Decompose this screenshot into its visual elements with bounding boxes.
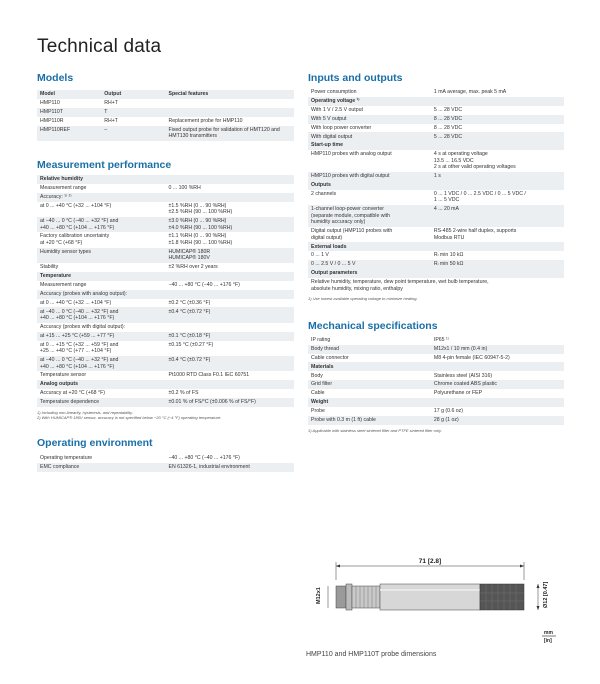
io-body	[308, 88, 564, 293]
spec-row	[308, 336, 564, 345]
spec-row	[308, 115, 564, 124]
spec-row	[37, 232, 294, 247]
spec-row	[308, 269, 564, 278]
probe-filter	[480, 584, 524, 610]
spec-label: HMP110 probes with analog output	[311, 151, 392, 158]
probe-body	[380, 584, 480, 610]
spec-value: 5 ... 28 VDC	[431, 132, 564, 141]
table-cell: HMP110REF	[37, 126, 101, 141]
footnote: 1) Applicable with stainless steel sintered filter and PTFE sintered filter only.	[308, 427, 442, 433]
spec-row	[37, 193, 294, 202]
spec-row	[37, 263, 294, 272]
spec-row	[37, 454, 294, 463]
left-column	[37, 72, 294, 472]
spec-label: Relative humidity, temperature, dew point temperature, wet bulb temperature, absolute humidity, mixing ratio, enthalpy	[311, 279, 489, 292]
spec-label: Probe with 0.3 m (1 ft) cable	[308, 416, 431, 425]
spec-value: Rₗ min 10 kΩ	[433, 252, 464, 259]
measurement-body	[37, 175, 294, 407]
table-cell: RH+T	[104, 100, 118, 107]
models-header-cell: Special features	[166, 90, 295, 99]
spec-label: Operating temperature	[40, 455, 93, 462]
spec-label: at 0 ... +15 °C (+32 ... +59 °F) and +25 ... +40 °C (+77 ... +104 °F)	[40, 341, 119, 355]
spec-row	[37, 371, 294, 380]
spec-value	[166, 193, 295, 202]
spec-value: ±1.5 %RH (0 ... 90 %RH) ±2.5 %RH (90 ... 100 %RH)	[168, 202, 233, 216]
spec-label: at −40 ... 0 °C (−40 ... +32 °F) and +40 ... +80 °C (+104 ... +176 °F)	[37, 307, 166, 322]
spec-label: 0 ... 1 V	[311, 252, 329, 259]
spec-value: 8 ... 28 VDC	[433, 124, 463, 131]
spec-label: With 5 V output	[308, 115, 431, 124]
spec-label: at +15 ... +25 °C (+59 ... +77 °F)	[37, 332, 166, 341]
spec-label: Temperature dependence	[37, 398, 166, 407]
spec-value: Stainless steel (AISI 316)	[433, 372, 493, 379]
spec-row	[308, 97, 564, 106]
spec-row	[37, 290, 294, 299]
spec-row	[308, 227, 564, 242]
spec-label: With 1 V / 2.5 V output	[311, 106, 363, 113]
spec-label: 2 channels	[311, 190, 337, 197]
spec-row	[308, 106, 564, 115]
spec-row	[308, 150, 564, 172]
spec-label: Measurement range	[40, 184, 87, 191]
spec-row	[37, 272, 294, 281]
spec-row	[37, 217, 294, 232]
dia-arrow-bottom	[537, 606, 540, 610]
spec-value: ±0.01 % of FS/°C (±0.006 % of FS/°F)	[166, 398, 295, 407]
table-cell: HMP110	[40, 100, 60, 107]
spec-label: Stability	[40, 264, 59, 271]
thread-section	[352, 586, 380, 608]
table-row	[37, 99, 294, 108]
spec-row	[308, 132, 564, 141]
spec-row	[37, 332, 294, 341]
length-label: 71 [2.8]	[418, 558, 442, 565]
spec-label: Accuracy (probes with analog output):	[37, 290, 166, 299]
operating-heading: Operating environment	[37, 436, 153, 449]
diameter-label: Ø12 [0.47]	[543, 581, 549, 608]
spec-label: HMP110 probes with digital output	[308, 172, 431, 181]
spec-label: at 0 ... +40 °C (+32 ... +104 °F)	[40, 202, 112, 209]
spec-row	[308, 260, 564, 269]
spec-value: 5 ... 28 VDC	[433, 106, 463, 113]
spec-value: 28 g (1 oz)	[431, 416, 564, 425]
spec-value: ±1.1 %RH (0 ... 90 %RH) ±1.8 %RH (90 ... 100 %RH)	[168, 233, 233, 246]
spec-label: Weight	[308, 398, 564, 407]
spec-row	[308, 362, 564, 371]
spec-label: Operating voltage ¹⁾	[308, 97, 564, 106]
spec-value: M8 4-pin female (IEC 60947-5-2)	[433, 354, 510, 361]
footnote: 2) With HUMICAP® 180V sensor, accuracy is not specified below −20 °C (−4 °F) operating temperature.	[37, 415, 222, 421]
mechanical-body	[308, 336, 564, 425]
table-row	[37, 117, 294, 126]
length-arrow-right	[520, 565, 524, 568]
measurement-footnotes	[37, 410, 294, 421]
models-header-row	[37, 90, 294, 99]
spec-label: EMC compliance	[37, 463, 166, 472]
spec-label: Body thread	[308, 345, 431, 354]
connector-nut	[346, 584, 352, 610]
spec-label: at −40 ... 0 °C (−40 ... +32 °F) and +40 ... +80 °C (+104 ... +176 °F)	[37, 356, 166, 371]
spec-value: 1 mA average, max. peak 5 mA	[433, 89, 507, 96]
spec-row	[308, 416, 564, 425]
spec-label: Digital output (HMP110 probes with digital output)	[311, 228, 393, 241]
spec-label: Power consumption	[311, 89, 357, 96]
spec-row	[37, 202, 294, 217]
spec-row	[308, 354, 564, 363]
spec-label: at −40 ... 0 °C (−40 ... +32 °F) and +40 ... +80 °C (+104 ... +176 °F)	[37, 217, 166, 232]
spec-value: 1 s	[431, 172, 564, 181]
spec-label: Humidity sensor types	[37, 248, 166, 263]
spec-label: Grid filter	[308, 380, 431, 389]
dia-arrow-top	[537, 584, 540, 588]
table-row	[37, 126, 294, 141]
spec-row	[308, 205, 564, 227]
spec-row	[37, 380, 294, 389]
models-header-cell: Model	[37, 90, 101, 99]
spec-value: ±0.4 °C (±0.72 °F)	[166, 307, 295, 322]
spec-row	[308, 88, 564, 97]
table-cell: T	[101, 108, 165, 117]
spec-label: External loads	[308, 242, 564, 251]
connector-end	[336, 586, 346, 608]
spec-row	[308, 181, 564, 190]
spec-value: 8 ... 28 VDC	[431, 115, 564, 124]
table-cell	[166, 99, 295, 108]
spec-label: Start-up time	[308, 141, 564, 150]
spec-row	[308, 398, 564, 407]
spec-row	[308, 407, 564, 416]
probe-dimension-drawing	[306, 556, 564, 648]
spec-row	[308, 389, 564, 398]
spec-value	[166, 323, 295, 332]
right-column	[308, 72, 564, 433]
spec-value: ±0.4 °C (±0.72 °F)	[166, 356, 295, 371]
spec-label: With loop power converter	[311, 124, 372, 131]
spec-label: IP rating	[311, 337, 331, 344]
models-body	[37, 99, 294, 141]
spec-label: Temperature	[37, 272, 294, 281]
spec-row	[37, 341, 294, 356]
spec-label: Cable connector	[311, 354, 349, 361]
spec-label: Analog outputs	[37, 380, 294, 389]
spec-row	[308, 190, 564, 205]
table-cell: HMP110T	[37, 108, 101, 117]
spec-value: ±0.1 °C (±0.18 °F)	[166, 332, 295, 341]
spec-label: Temperature sensor	[40, 372, 87, 379]
footnote: 1) Including non-linearity, hysteresis, and repeatability.	[37, 409, 133, 415]
spec-row	[37, 281, 294, 290]
spec-label: Probe	[311, 408, 325, 415]
spec-row	[37, 323, 294, 332]
spec-label: Accuracy at +20 °C (+68 °F)	[40, 390, 105, 397]
spec-label: Body	[311, 372, 323, 379]
spec-row	[37, 389, 294, 398]
table-cell	[166, 108, 295, 117]
spec-value: Pt1000 RTD Class F0.1 IEC 60751	[168, 372, 250, 379]
measurement-table	[37, 175, 294, 407]
spec-label: Cable	[311, 390, 325, 397]
models-table	[37, 90, 294, 141]
spec-label: Relative humidity	[37, 175, 294, 184]
units-bottom: [in]	[544, 638, 552, 644]
measurement-heading: Measurement performance	[37, 158, 172, 171]
spec-row	[308, 251, 564, 260]
operating-body	[37, 454, 294, 472]
spec-label: Measurement range	[40, 281, 87, 288]
spec-row	[37, 463, 294, 472]
table-cell: Replacement probe for HMP110	[168, 117, 243, 124]
spec-row	[37, 184, 294, 193]
operating-table	[37, 454, 294, 472]
spec-value: ±0.15 °C (±0.27 °F)	[168, 341, 214, 348]
table-cell: –	[101, 126, 165, 141]
spec-value: 4 s at operating voltage 13.5 ... 16.5 VDC 2 s at other valid operating voltages	[433, 151, 516, 171]
table-row	[37, 108, 294, 117]
spec-row	[37, 175, 294, 184]
table-cell: HMP110R	[40, 117, 64, 124]
spec-value: ±0.2 % of FS	[168, 390, 199, 397]
spec-value: EN 61326-1, industrial environment	[166, 463, 295, 472]
spec-row	[308, 380, 564, 389]
spec-value: 17 g (0.6 oz)	[433, 408, 463, 415]
spec-value: −40 ... +80 °C (−40 ... +176 °F)	[168, 281, 240, 288]
spec-row	[308, 345, 564, 354]
spec-value: −40 ... +80 °C (−40 ... +176 °F)	[168, 455, 240, 462]
table-cell: Fixed output probe for validation of HMT120 and HMT130 transmitters	[166, 126, 295, 141]
io-footnotes	[308, 296, 564, 302]
table-cell: RH+T	[104, 117, 118, 124]
spec-row	[308, 242, 564, 251]
mechanical-table	[308, 336, 564, 425]
spec-value: M12x1 / 10 mm (0.4 in)	[431, 345, 564, 354]
mechanical-heading: Mechanical specifications	[308, 319, 438, 332]
spec-row	[37, 356, 294, 371]
spec-row	[308, 371, 564, 380]
spec-value	[166, 290, 295, 299]
spec-row	[308, 124, 564, 133]
spec-label: at 0 ... +40 °C (+32 ... +104 °F)	[40, 299, 112, 306]
spec-label: Output parameters	[308, 269, 564, 278]
spec-label: Factory calibration uncertainty at +20 °C (+68 °F)	[40, 233, 110, 246]
units-top: mm	[544, 630, 553, 636]
spec-label: Outputs	[308, 181, 564, 190]
spec-value: Rₗ min 50 kΩ	[431, 260, 564, 269]
spec-row	[308, 141, 564, 150]
spec-row	[37, 299, 294, 308]
spec-label: 1-channel loop-power converter (separate module, compatible with humidity accuracy only)	[308, 205, 431, 227]
spec-value: HUMICAP® 180R HUMICAP® 180V	[166, 248, 295, 263]
spec-value: ±0.2 °C (±0.36 °F)	[168, 299, 211, 306]
models-header-cell: Output	[101, 90, 165, 99]
spec-value: ±2 %RH over 2 years	[168, 264, 218, 271]
spec-row	[308, 278, 564, 293]
spec-value: ±3.0 %RH (0 ... 90 %RH) ±4.0 %RH (90 ... 100 %RH)	[166, 217, 295, 232]
spec-row	[37, 248, 294, 263]
spec-value: Chrome coated ABS plastic	[431, 380, 564, 389]
spec-value: Polyurethane or FEP	[433, 390, 483, 397]
spec-value: 0 ... 100 %RH	[168, 184, 201, 191]
spec-label: 0 ... 2.5 V / 0 ... 5 V	[308, 260, 431, 269]
spec-value: RS-485 2-wire half duplex, supports Modbus RTU	[433, 228, 517, 241]
spec-value: IP65 ¹⁾	[433, 337, 449, 344]
drawing-caption: HMP110 and HMP110T probe dimensions	[306, 651, 437, 658]
mechanical-footnotes	[308, 428, 564, 434]
spec-label: Materials	[308, 362, 564, 371]
models-heading: Models	[37, 72, 74, 84]
spec-label: With digital output	[308, 132, 431, 141]
spec-row	[37, 398, 294, 407]
spec-value: 4 ... 20 mA	[431, 205, 564, 227]
io-heading: Inputs and outputs	[308, 72, 403, 84]
spec-value: 0 ... 1 VDC / 0 ... 2.5 VDC / 0 ... 5 VDC / 1 ... 5 VDC	[433, 190, 526, 204]
page-title: Technical data	[37, 36, 162, 57]
spec-label: Accuracy (probes with digital output):	[40, 323, 126, 330]
io-table	[308, 88, 564, 293]
spec-label: Accuracy: ¹⁾ ²⁾	[37, 193, 166, 202]
spec-row	[37, 307, 294, 322]
footnote: 1) Use lowest available operating voltage to minimize heating.	[308, 296, 418, 302]
length-arrow-left	[336, 565, 340, 568]
thread-label: M12x1	[316, 587, 322, 604]
spec-row	[308, 172, 564, 181]
